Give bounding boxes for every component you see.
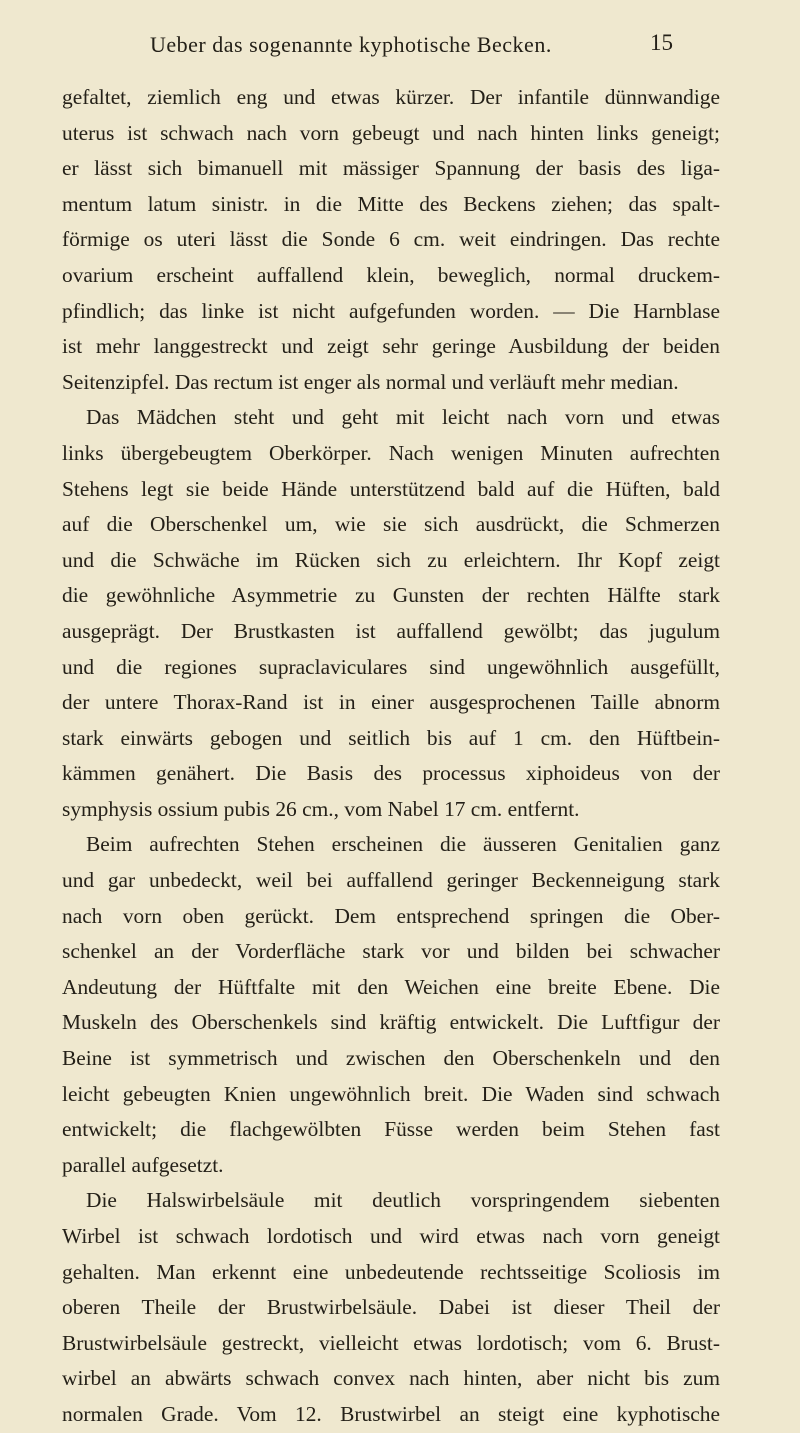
text-line: entwickelt; die flachgewölbten Füsse werden beim Stehen fast <box>62 1117 720 1142</box>
text-line: auf die Oberschenkel um, wie sie sich ausdrückt, die Schmerzen <box>62 512 720 537</box>
text-line: oberen Theile der Brustwirbelsäule. Dabei ist dieser Theil der <box>62 1295 720 1320</box>
text-line: wirbel an abwärts schwach convex nach hinten, aber nicht bis zum <box>62 1366 720 1391</box>
text-line: die gewöhnliche Asymmetrie zu Gunsten der rechten Hälfte stark <box>62 583 720 608</box>
text-line: Muskeln des Oberschenkels sind kräftig entwickelt. Die Luftfigur der <box>62 1010 720 1035</box>
text-line: Beim aufrechten Stehen erscheinen die äusseren Genitalien ganz <box>86 832 720 857</box>
text-line: Brustwirbelsäule gestreckt, vielleicht etwas lordotisch; vom 6. Brust- <box>62 1330 720 1355</box>
text-line: Die Halswirbelsäule mit deutlich vorspringendem siebenten <box>86 1188 720 1213</box>
text-line: Beine ist symmetrisch und zwischen den Oberschenkeln und den <box>62 1046 720 1071</box>
text-line: pfindlich; das linke ist nicht aufgefunden worden. — Die Harnblase <box>62 298 720 323</box>
text-line: uterus ist schwach nach vorn gebeugt und nach hinten links geneigt; <box>62 120 720 145</box>
text-line: ist mehr langgestreckt und zeigt sehr geringe Ausbildung der beiden <box>62 334 720 359</box>
text-line: parallel aufgesetzt. <box>62 1152 224 1177</box>
text-line: förmige os uteri lässt die Sonde 6 cm. weit eindringen. Das rechte <box>62 227 720 252</box>
text-line: Das Mädchen steht und geht mit leicht nach vorn und etwas <box>86 405 720 430</box>
text-line: schenkel an der Vorderfläche stark vor und bilden bei schwacher <box>62 939 720 964</box>
text-line: Seitenzipfel. Das rectum ist enger als normal und verläuft mehr median. <box>62 369 679 394</box>
text-line: stark einwärts gebogen und seitlich bis auf 1 cm. den Hüftbein- <box>62 725 720 750</box>
text-line: leicht gebeugten Knien ungewöhnlich breit. Die Waden sind schwach <box>62 1081 720 1106</box>
running-title: Ueber das sogenannte kyphotische Becken. <box>150 32 552 57</box>
text-line: Wirbel ist schwach lordotisch und wird etwas nach vorn geneigt <box>62 1224 720 1248</box>
text-line: und die regiones supraclaviculares sind ungewöhnlich ausgefüllt, <box>62 654 720 679</box>
page-number: 15 <box>650 30 673 55</box>
text-line: mentum latum sinistr. in die Mitte des Beckens ziehen; das spalt- <box>62 191 720 216</box>
text-line: kämmen genähert. Die Basis des processus xiphoideus von der <box>62 761 720 786</box>
text-line: und gar unbedeckt, weil bei auffallend geringer Beckenneigung stark <box>62 868 720 893</box>
text-line: nach vorn oben gerückt. Dem entsprechend springen die Ober- <box>62 903 720 928</box>
text-line: normalen Grade. Vom 12. Brustwirbel an steigt eine kyphotische <box>62 1401 720 1426</box>
text-line: Andeutung der Hüftfalte mit den Weichen eine breite Ebene. Die <box>62 974 720 999</box>
text-line: symphysis ossium pubis 26 cm., vom Nabel 17 cm. entfernt. <box>62 796 580 821</box>
text-line: gefaltet, ziemlich eng und etwas kürzer. Der infantile dünnwandige <box>62 85 720 109</box>
text-line: und die Schwäche im Rücken sich zu erleichtern. Ihr Kopf zeigt <box>62 547 720 572</box>
body-text <box>62 80 720 1433</box>
text-line: ausgeprägt. Der Brustkasten ist auffallend gewölbt; das jugulum <box>62 618 720 643</box>
text-line: links übergebeugtem Oberkörper. Nach wenigen Minuten aufrechten <box>62 440 720 465</box>
text-line: gehalten. Man erkennt eine unbedeutende rechtsseitige Scoliosis im <box>62 1259 720 1284</box>
text-line: ovarium erscheint auffallend klein, beweglich, normal druckem- <box>62 262 720 287</box>
text-line: er lässt sich bimanuell mit mässiger Spannung der basis des liga- <box>62 156 720 181</box>
text-line: der untere Thorax-Rand ist in einer ausgesprochenen Taille abnorm <box>62 690 720 715</box>
text-line: Stehens legt sie beide Hände unterstützend bald auf die Hüften, bald <box>62 476 720 501</box>
